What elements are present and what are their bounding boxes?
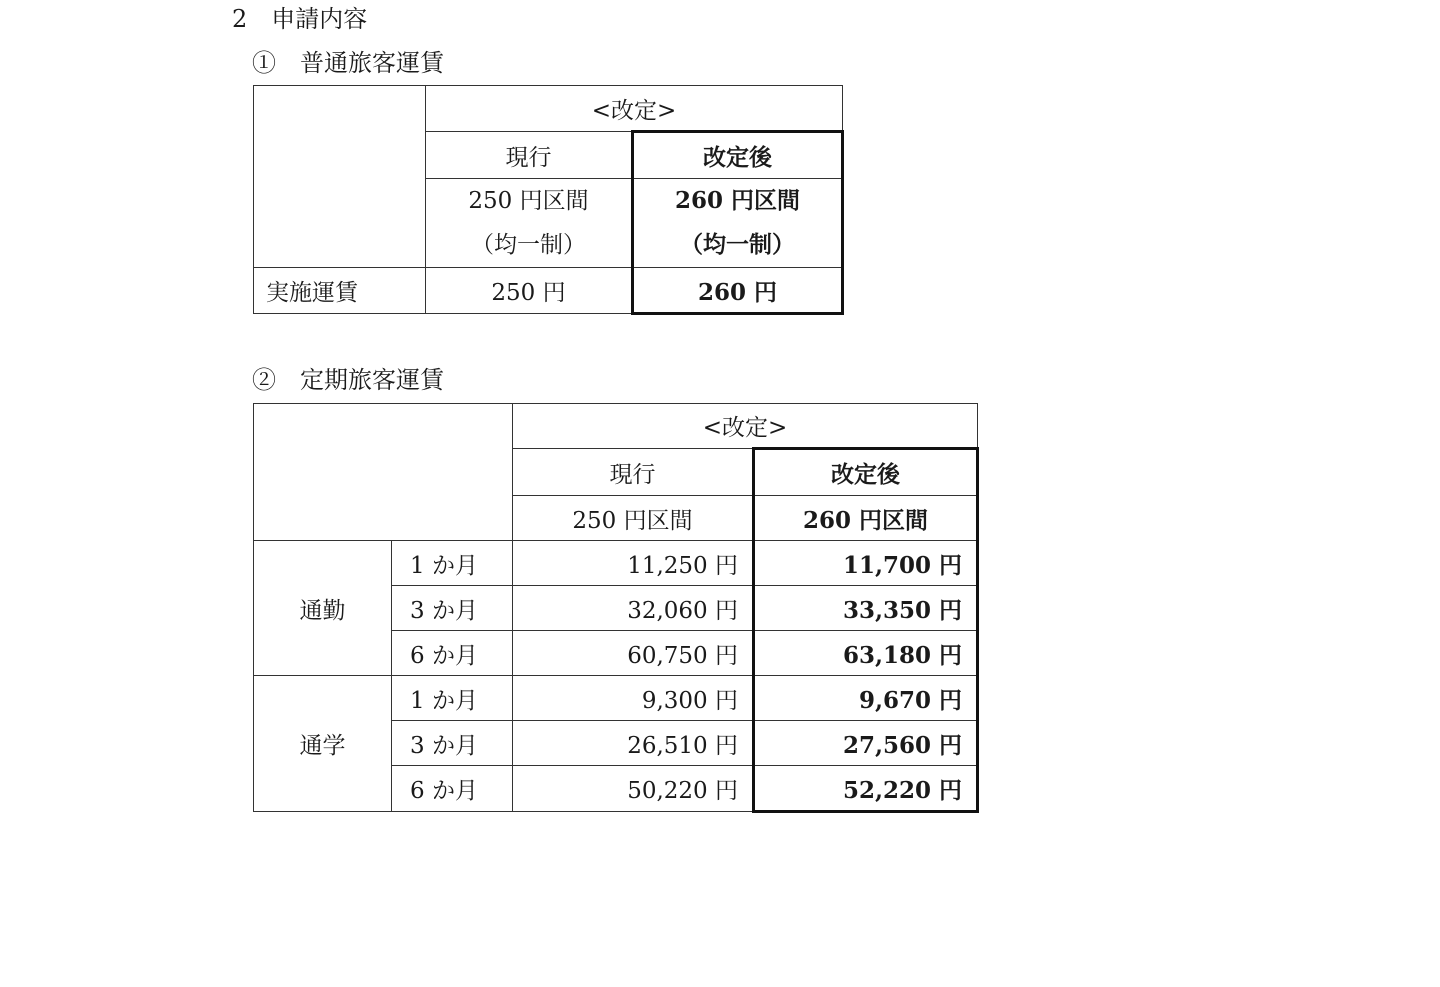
revised-price: 9,670 円	[754, 676, 978, 721]
revised-zone: 260 円区間	[674, 187, 801, 214]
row-label-implemented-fare: 実施運賃	[254, 268, 426, 314]
revised-price: 11,700 円	[754, 541, 978, 586]
term-label: 6 か月	[392, 766, 513, 812]
revised-zone-note: （均一制）	[680, 231, 795, 258]
blank-corner-cell	[254, 404, 513, 541]
current-price: 60,750 円	[513, 631, 754, 676]
term-label: 1 か月	[392, 676, 513, 721]
section-title: 2 申請内容	[232, 5, 368, 33]
term-label: 3 か月	[392, 586, 513, 631]
current-zone: 250 円区間	[468, 188, 589, 214]
current-column-header: 現行	[426, 132, 633, 179]
revised-fare: 260 円	[633, 268, 843, 314]
ordinary-fare-heading: ① 普通旅客運賃	[252, 49, 444, 77]
revision-header: <改定>	[513, 404, 978, 449]
revised-zone: 260 円区間	[754, 496, 978, 541]
blank-corner-cell	[254, 86, 426, 268]
current-price: 32,060 円	[513, 586, 754, 631]
current-price: 50,220 円	[513, 766, 754, 812]
current-zone-cell	[426, 179, 633, 268]
revised-price: 52,220 円	[754, 766, 978, 812]
commuter-fare-table	[253, 403, 979, 813]
revised-zone-cell	[633, 179, 843, 268]
current-zone: 250 円区間	[513, 496, 754, 541]
current-zone-note: （均一制）	[471, 232, 586, 258]
commuter-fare-heading: ② 定期旅客運賃	[252, 366, 444, 394]
revised-column-header: 改定後	[754, 449, 978, 496]
revision-header: <改定>	[426, 86, 843, 132]
term-label: 1 か月	[392, 541, 513, 586]
current-column-header: 現行	[513, 449, 754, 496]
revised-column-header: 改定後	[633, 132, 843, 179]
current-price: 26,510 円	[513, 721, 754, 766]
ordinary-fare-table	[253, 85, 844, 315]
revised-price: 27,560 円	[754, 721, 978, 766]
group-label-commute: 通勤	[254, 541, 392, 676]
current-fare: 250 円	[426, 268, 633, 314]
revised-price: 63,180 円	[754, 631, 978, 676]
current-price: 9,300 円	[513, 676, 754, 721]
current-price: 11,250 円	[513, 541, 754, 586]
revised-price: 33,350 円	[754, 586, 978, 631]
group-label-school: 通学	[254, 676, 392, 812]
term-label: 3 か月	[392, 721, 513, 766]
term-label: 6 か月	[392, 631, 513, 676]
